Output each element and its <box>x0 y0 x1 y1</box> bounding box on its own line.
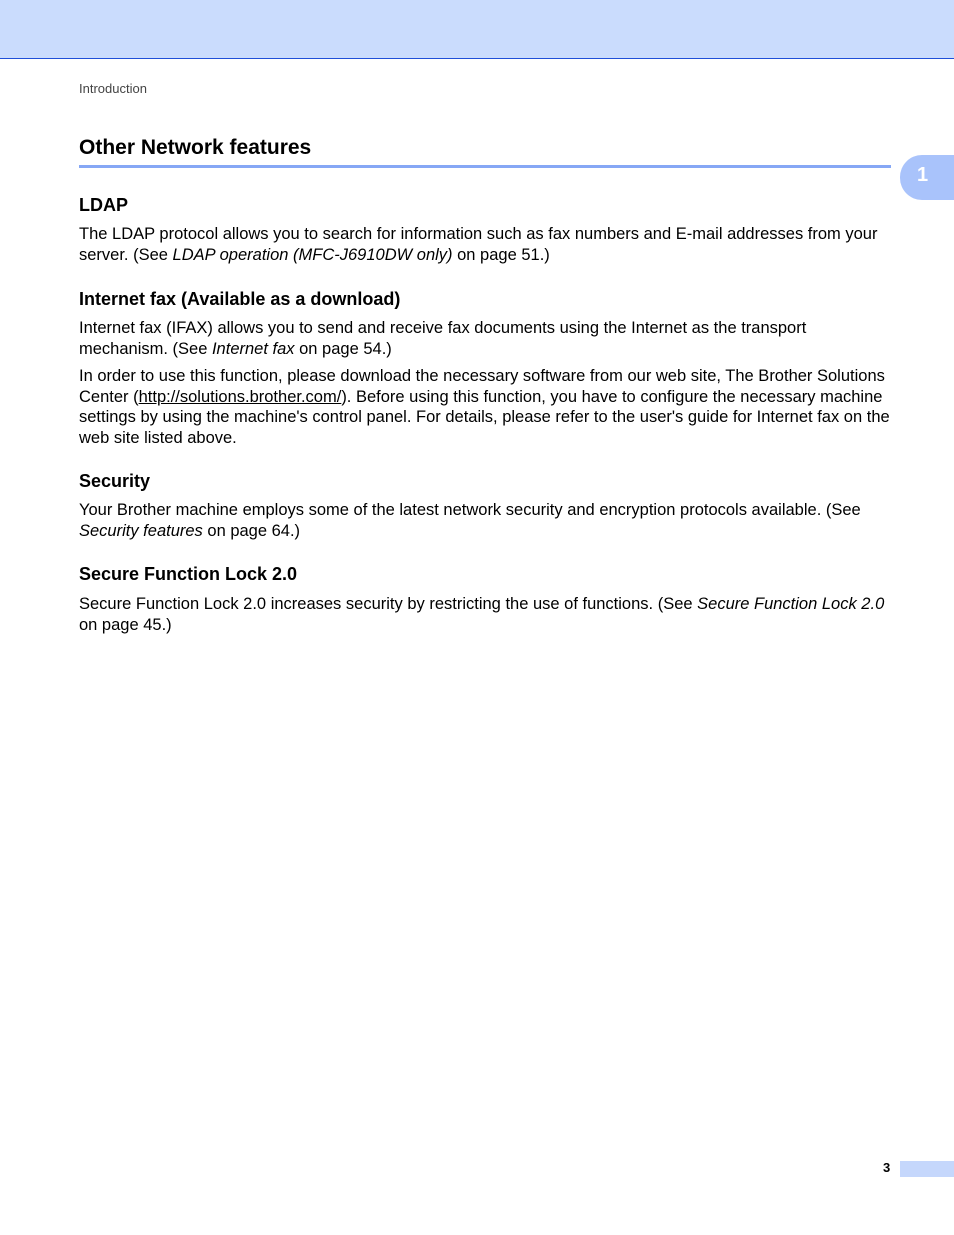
heading-ldap: LDAP <box>79 195 128 215</box>
ifax-cross-reference: Internet fax <box>211 339 295 358</box>
heading-secure-function-lock: Secure Function Lock 2.0 <box>79 564 298 584</box>
paragraph-internet-fax-1 <box>79 318 891 359</box>
ifax-page-ref: on page 54.) <box>294 339 392 358</box>
ldap-text: The LDAP protocol allows you to search for information such as fax numbers and E-mail addresses from your server. (See <box>79 225 878 264</box>
ifax-download-text: In order to use this function, please download the necessary software from our web site, The Brother Solutions Center ( <box>79 367 885 406</box>
top-header-band <box>0 0 954 59</box>
page-number: 3 <box>883 1160 891 1175</box>
sfl-cross-reference: Secure Function Lock 2.0 <box>697 595 885 613</box>
security-page-ref: on page 64.) <box>202 521 301 540</box>
sfl-page-ref: on page 45.) <box>79 615 172 634</box>
paragraph-security <box>79 500 891 541</box>
running-header: Introduction <box>79 81 147 96</box>
heading-internet-fax: Internet fax (Available as a download) <box>79 289 401 309</box>
ldap-cross-reference: LDAP operation (MFC-J6910DW only) <box>172 245 453 264</box>
solutions-center-link[interactable]: http://solutions.brother.com/ <box>138 387 342 406</box>
ifax-download-text-rest: ). Before using this function, you have to configure the necessary machine settings by using the machine's control panel. For details, please refer to the user's guide for Internet fax on the web site listed above. <box>79 387 890 447</box>
ifax-text: Internet fax (IFAX) allows you to send and receive fax documents using the Internet as the transport mechanism. (See <box>79 319 807 358</box>
chapter-number: 1 <box>917 164 929 186</box>
paragraph-secure-function-lock <box>79 594 891 635</box>
sfl-text: Secure Function Lock 2.0 increases security by restricting the use of functions. (See <box>79 595 698 613</box>
section-title-rule <box>79 165 891 168</box>
ldap-page-ref: on page 51.) <box>452 245 550 264</box>
heading-security: Security <box>79 471 151 491</box>
chapter-tab <box>900 155 954 200</box>
paragraph-ldap <box>79 224 891 265</box>
security-text: Your Brother machine employs some of the latest network security and encryption protocols available. (See <box>79 501 861 519</box>
security-cross-reference: Security features <box>79 521 203 540</box>
paragraph-internet-fax-2 <box>79 366 891 448</box>
footer-tab <box>900 1161 954 1177</box>
section-title: Other Network features <box>79 136 312 159</box>
